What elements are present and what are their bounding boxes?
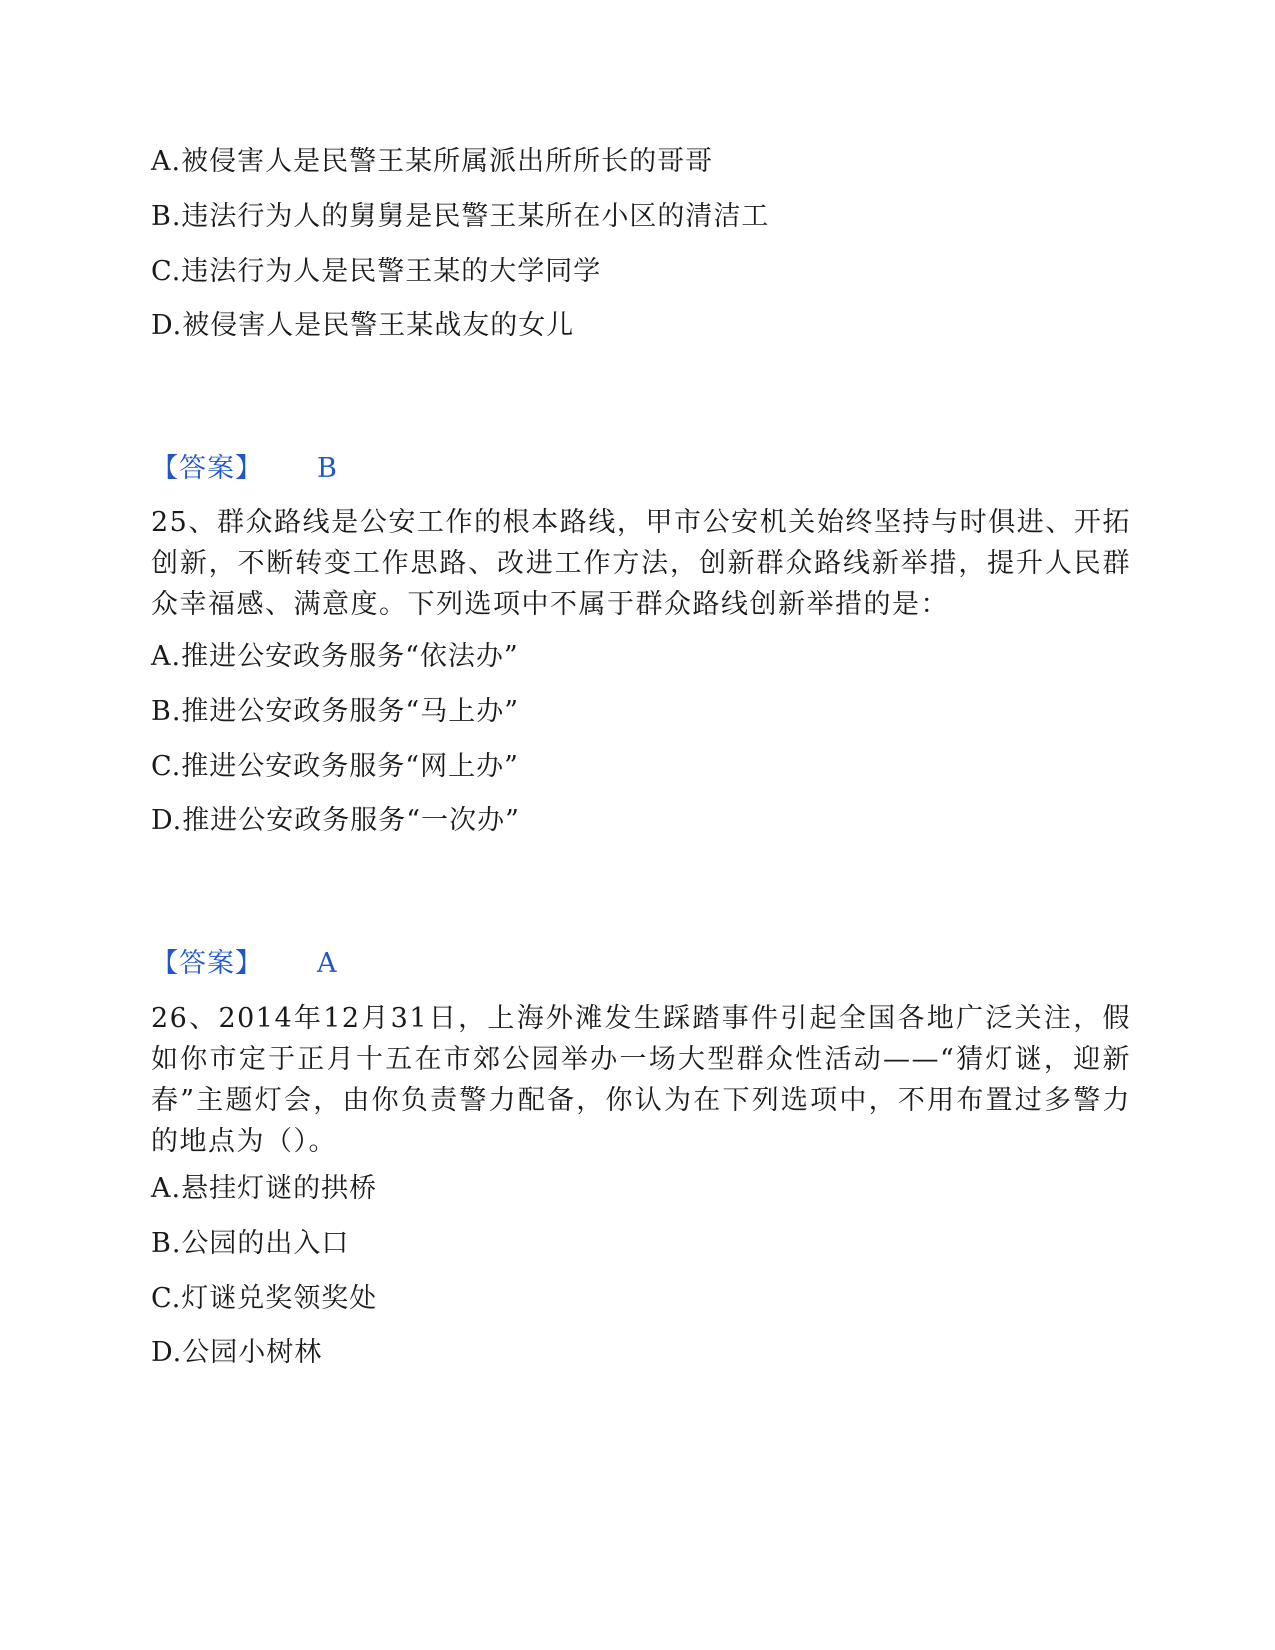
q24-option-a: A.被侵害人是民警王某所属派出所所长的哥哥 [151,146,714,177]
q24-option-c: C.违法行为人是民警王某的大学同学 [151,256,602,287]
q25-question: 25、群众路线是公安工作的根本路线，甲市公安机关始终坚持与时俱进、开拓创新，不断转变工作思路、改进工作方法，创新群众路线新举措，提升人民群众幸福感、满意度。下列选项中不属于群众路线创新举措的是： [151,507,1131,620]
q26-option-b: B.公园的出入口 [151,1228,350,1259]
q24-option-b: B.违法行为人的舅舅是民警王某所在小区的清洁工 [151,201,770,232]
q25-option-b: B.推进公安政务服务“马上办” [151,696,520,727]
q24-answer [151,453,337,485]
q25-answer [151,948,337,980]
answer-value: A [317,948,337,979]
answer-tag: 【答案】 [151,948,263,979]
q24-option-d: D.被侵害人是民警王某战友的女儿 [151,310,575,341]
q25-option-d: D.推进公安政务服务“一次办” [151,805,520,836]
answer-tag: 【答案】 [151,453,263,484]
q25-option-a: A.推进公安政务服务“依法办” [151,641,519,672]
q26-question: 26、2014年12月31日，上海外滩发生踩踏事件引起全国各地广泛关注，假如你市定于正月十五在市郊公园举办一场大型群众性活动——“猜灯谜，迎新春”主题灯会，由你负责警力配备，你认为在下列选项中，不用布置过多警力的地点为（）。 [151,1003,1131,1157]
q26-option-a: A.悬挂灯谜的拱桥 [151,1173,378,1204]
q25-option-c: C.推进公安政务服务“网上办” [151,751,519,782]
q26-option-d: D.公园小树林 [151,1337,323,1368]
answer-value: B [317,453,337,484]
q26-option-c: C.灯谜兑奖领奖处 [151,1283,378,1314]
